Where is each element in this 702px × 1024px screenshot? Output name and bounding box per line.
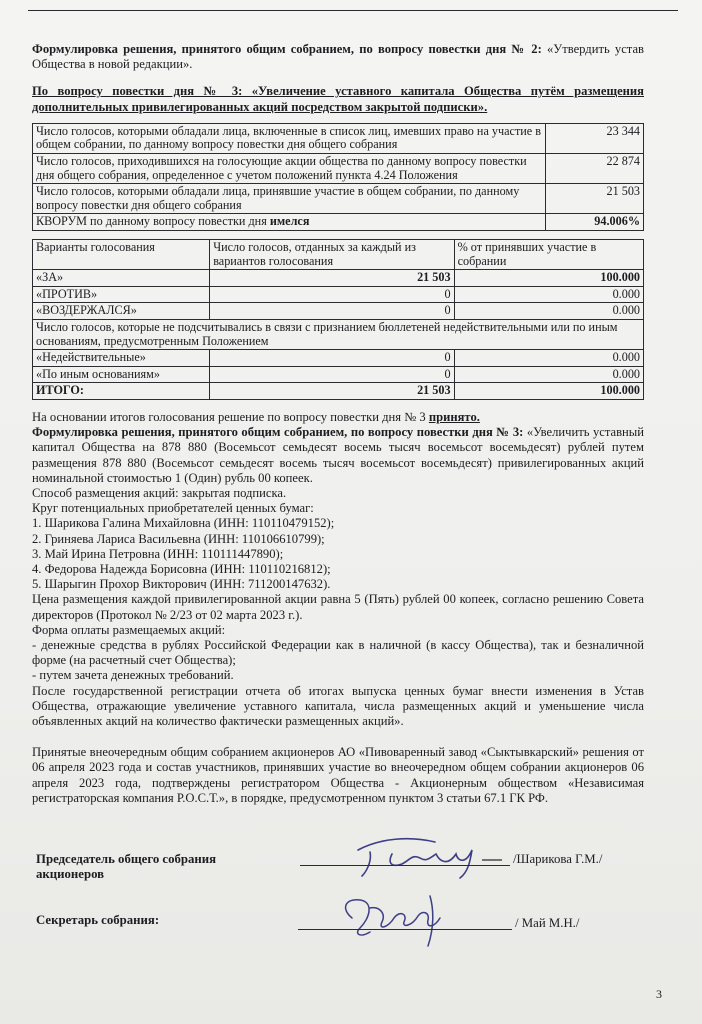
quorum-table bbox=[32, 123, 644, 231]
charter-change: После государственной регистрации отчета об итогах выпуска ценных бумаг внести изменения в Устав Общества, отражающие увеличение уставного капитала, числа размещенных акций и уменьшение числа объявленных акций на количество фактически размещенных акций». bbox=[32, 683, 644, 728]
payment-intro: Форма оплаты размещаемых акций: bbox=[32, 622, 226, 637]
invalid-note-row bbox=[33, 319, 644, 349]
buyers-list bbox=[32, 516, 644, 592]
total-votes-text: 21 503 bbox=[417, 383, 451, 398]
quorum-row bbox=[33, 184, 644, 214]
total-percent-text: 100.000 bbox=[600, 383, 640, 398]
quorum-row bbox=[33, 154, 644, 184]
document-body bbox=[32, 42, 644, 806]
buyer-item: 4. Федорова Надежда Борисовна (ИНН: 110110216812); bbox=[32, 561, 331, 576]
vote-row bbox=[33, 303, 644, 320]
total-row bbox=[33, 383, 644, 400]
q2-decision-label: Формулировка решения, принятого общим собранием, по вопросу повестки дня № 2: bbox=[32, 42, 542, 56]
q2-decision bbox=[32, 42, 644, 72]
invalid-count: 0 bbox=[210, 350, 454, 367]
vote-count: 0 bbox=[210, 286, 454, 303]
quorum-label: Число голосов, которыми обладали лица, принявшие участие в общем собрании, по данному вопросу повестки дня общего собрания bbox=[33, 184, 546, 214]
total-percent bbox=[454, 383, 643, 400]
vote-count: 0 bbox=[210, 303, 454, 320]
closing-paragraph: Принятые внеочередным общим собранием акционеров АО «Пивоваренный завод «Сыктывкарский» решения от 06 апреля 2023 года и состав участников, принявших участие во внеочередном общем собрании акционеров 06 апреля 2023 года, подтверждены регистратором Общества - Акционерным обществом «Независимая регистраторская компания Р.О.С.Т.», в порядке, предусмотренном пунктом 3 статьи 67.1 ГК РФ. bbox=[32, 745, 644, 805]
vote-percent-text: 100.000 bbox=[600, 270, 640, 285]
invalid-percent: 0.000 bbox=[454, 366, 643, 383]
q3-decision bbox=[32, 425, 644, 486]
payment-option-1: - денежные средства в рублях Российской Федерации как в наличной (в кассу Общества), так и безналичной форме (на расчетный счет Общества); bbox=[32, 637, 644, 668]
vote-header-cell: % от принявших участие в собрании bbox=[454, 239, 643, 269]
placement-method: Способ размещения акций: закрытая подписка. bbox=[32, 485, 287, 500]
chairman-label-1: Председатель общего собрания bbox=[36, 852, 217, 866]
quorum-value: 22 874 bbox=[546, 154, 644, 184]
invalid-option: «Недействительные» bbox=[33, 350, 210, 367]
quorum-label: Число голосов, приходившихся на голосующие акции общества по данному вопросу повестки дня общего собрания, определенное с учетом положений пункта 4.24 Положения bbox=[33, 154, 546, 184]
buyer-item: 5. Шарыгин Прохор Викторович (ИНН: 711200147632). bbox=[32, 577, 331, 592]
quorum-result-prefix: КВОРУМ по данному вопросу повестки дня bbox=[36, 214, 270, 229]
quorum-label: Число голосов, которыми обладали лица, включенные в список лиц, имевших право на участие в общем собрании, по данному вопросу повестки дня общего собрания bbox=[33, 123, 546, 153]
buyers-intro: Круг потенциальных приобретателей ценных бумаг: bbox=[32, 501, 314, 516]
quorum-value: 21 503 bbox=[546, 184, 644, 214]
quorum-result-value-text: 94.006% bbox=[594, 214, 640, 229]
secretary-name: / Май М.Н./ bbox=[515, 916, 580, 930]
vote-row bbox=[33, 270, 644, 287]
q3-heading-text: По вопросу повестки дня № 3: «Увеличение уставного капитала Общества путём размещения дополнительных привилегированных акций посредством закрытой подписки». bbox=[32, 84, 644, 114]
vote-percent: 0.000 bbox=[454, 303, 643, 320]
vote-option: «ЗА» bbox=[33, 270, 210, 287]
secretary-signature-line bbox=[298, 929, 512, 930]
q3-result bbox=[32, 410, 644, 425]
vote-option: «ПРОТИВ» bbox=[33, 286, 210, 303]
total-votes bbox=[210, 383, 454, 400]
quorum-result-bold: имелся bbox=[269, 214, 310, 229]
vote-count bbox=[210, 270, 454, 287]
page-number: 3 bbox=[656, 987, 662, 1001]
invalid-count: 0 bbox=[210, 366, 454, 383]
quorum-result-row bbox=[33, 214, 644, 231]
vote-table bbox=[32, 239, 644, 400]
invalid-row bbox=[33, 350, 644, 367]
vote-count-text: 21 503 bbox=[417, 270, 451, 285]
q3-decision-label: Формулировка решения, принятого общим собранием, по вопросу повестки дня № 3: bbox=[32, 425, 524, 440]
vote-percent bbox=[454, 270, 643, 287]
invalid-row bbox=[33, 366, 644, 383]
total-label-text: ИТОГО: bbox=[36, 383, 84, 398]
payment-option-2: - путем зачета денежных требований. bbox=[32, 668, 234, 683]
vote-header-cell: Варианты голосования bbox=[33, 239, 210, 269]
q3-heading bbox=[32, 84, 644, 114]
vote-option: «ВОЗДЕРЖАЛСЯ» bbox=[33, 303, 210, 320]
q3-result-word: принято. bbox=[428, 409, 480, 424]
quorum-row bbox=[33, 123, 644, 153]
top-divider bbox=[28, 10, 678, 11]
q2-decision-text: «Утвердить устав Общества в новой редакции». bbox=[32, 42, 644, 72]
chairman-signature-icon bbox=[340, 832, 510, 882]
vote-percent: 0.000 bbox=[454, 286, 643, 303]
quorum-result-label bbox=[33, 214, 546, 231]
quorum-result-value bbox=[546, 214, 644, 231]
invalid-option: «По иным основаниям» bbox=[33, 366, 210, 383]
invalid-note: Число голосов, которые не подсчитывались в связи с признанием бюллетеней недействительными или по иным основаниям, предусмотренным Положением bbox=[33, 319, 644, 349]
buyer-item: 3. Май Ирина Петровна (ИНН: 110111447890); bbox=[32, 546, 284, 561]
q3-result-prefix: На основании итогов голосования решение по вопросу повестки дня № 3 bbox=[32, 409, 429, 424]
buyer-item: 2. Гриняева Лариса Васильевна (ИНН: 110106610799); bbox=[32, 531, 325, 546]
buyer-item: 1. Шарикова Галина Михайловна (ИНН: 110110479152); bbox=[32, 516, 335, 531]
invalid-percent: 0.000 bbox=[454, 350, 643, 367]
price-text: Цена размещения каждой привилегированной акции равна 5 (Пять) рублей 00 копеек, согласно решению Совета директоров (Протокол № 2/23 от 02 марта 2023 г.). bbox=[32, 592, 644, 622]
secretary-signature-icon bbox=[330, 888, 480, 948]
chairman-signature-line bbox=[300, 865, 510, 866]
secretary-label: Секретарь собрания: bbox=[36, 913, 160, 927]
q3-decision-text: «Увеличить уставный капитал Общества на 878 880 (Восемьсот семьдесят восемь тысяч восемьсот восемьдесят) рублей путем размещения 878 880 (Восемьсот семьдесят восемь тысяч восемьсот восемьдесят) привилегированных акций номинальной стоимостью 1 (Один) рубль 00 копеек. bbox=[32, 425, 644, 485]
chairman-name: /Шарикова Г.М./ bbox=[513, 852, 603, 866]
vote-row bbox=[33, 286, 644, 303]
quorum-value: 23 344 bbox=[546, 123, 644, 153]
total-label bbox=[33, 383, 210, 400]
vote-header-row bbox=[33, 239, 644, 269]
vote-header-cell: Число голосов, отданных за каждый из вариантов голосования bbox=[210, 239, 454, 269]
chairman-label-2: акционеров bbox=[36, 867, 105, 881]
